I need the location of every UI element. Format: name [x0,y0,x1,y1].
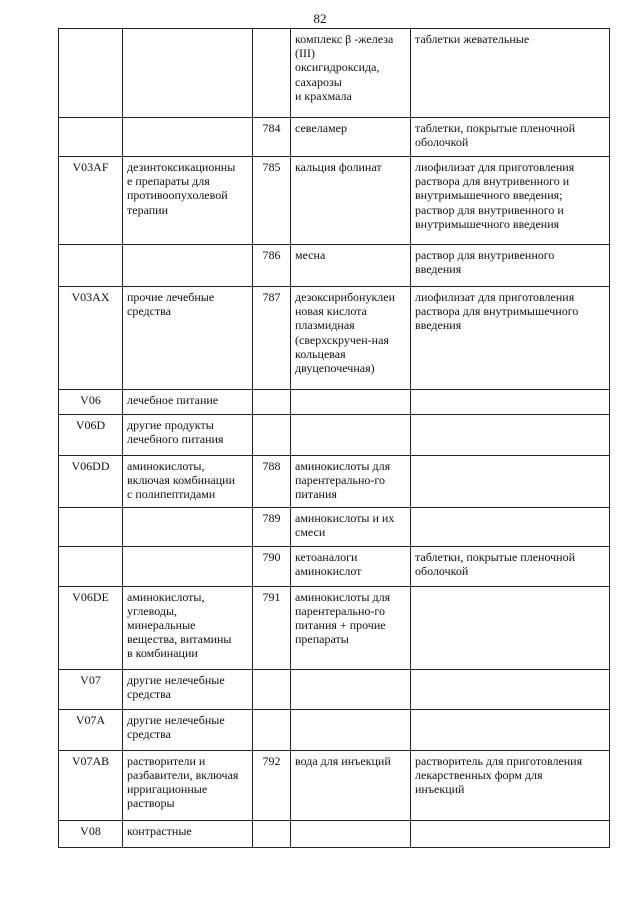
table-row [59,669,610,709]
atc-code-cell: V06DE [59,586,123,669]
dosage-form-cell [411,507,610,546]
atc-code-cell [59,118,123,157]
dosage-form-cell: лиофилизат для приготовления раствора для внутримышечного введения [411,287,610,390]
dosage-form-cell: таблетки, покрытые пленочной оболочкой [411,546,610,586]
drug-name-cell [291,669,411,709]
atc-code-cell: V06D [59,415,123,456]
dosage-form-cell [411,709,610,750]
dosage-form-cell: таблетки, покрытые пленочной оболочкой [411,118,610,157]
item-number-cell: 785 [253,157,291,245]
drug-name-cell: аминокислоты для парентерально-го питания [291,456,411,508]
dosage-form-cell: лиофилизат для приготовления раствора для внутривенного и внутримышечного введения; раствор для внутривенного и внутримышечного введения [411,157,610,245]
item-number-cell: 789 [253,507,291,546]
drug-name-cell: дезоксирибонуклеи новая кислота плазмидная (сверхскручен-ная кольцевая двуцепочечная) [291,287,411,390]
atc-code-cell: V06DD [59,456,123,508]
table-row [59,709,610,750]
drug-name-cell [291,709,411,750]
item-number-cell [253,820,291,847]
group-name-cell: лечебное питание [123,390,253,415]
drug-name-cell: месна [291,245,411,287]
group-name-cell: прочие лечебные средства [123,287,253,390]
dosage-form-cell: таблетки жевательные [411,29,610,118]
atc-code-cell [59,245,123,287]
group-name-cell: другие продукты лечебного питания [123,415,253,456]
table-row [59,29,610,118]
table-row [59,507,610,546]
drug-name-cell [291,390,411,415]
atc-code-cell: V06 [59,390,123,415]
item-number-cell: 790 [253,546,291,586]
atc-code-cell [59,29,123,118]
table-row [59,456,610,508]
dosage-form-cell [411,390,610,415]
item-number-cell: 792 [253,750,291,820]
table-row [59,157,610,245]
group-name-cell: дезинтоксикационны е препараты для противоопухолевой терапии [123,157,253,245]
table-row [59,287,610,390]
drug-name-cell: кетоаналоги аминокислот [291,546,411,586]
atc-code-cell: V03AX [59,287,123,390]
drug-name-cell [291,820,411,847]
atc-code-cell: V08 [59,820,123,847]
group-name-cell [123,245,253,287]
atc-code-cell: V03AF [59,157,123,245]
table-row [59,118,610,157]
group-name-cell: аминокислоты, углеводы, минеральные вещества, витамины в комбинации [123,586,253,669]
item-number-cell [253,669,291,709]
atc-code-cell [59,507,123,546]
table-row [59,245,610,287]
item-number-cell [253,415,291,456]
atc-code-cell [59,546,123,586]
drug-name-cell [291,415,411,456]
drug-name-cell: комплекс β -железа (III) оксигидроксида, сахарозы и крахмала [291,29,411,118]
item-number-cell [253,29,291,118]
atc-code-cell: V07A [59,709,123,750]
drug-name-cell: аминокислоты для парентерально-го питания + прочие препараты [291,586,411,669]
item-number-cell: 791 [253,586,291,669]
page-number: 82 [313,11,327,26]
drug-table [58,28,610,848]
dosage-form-cell [411,415,610,456]
dosage-form-cell [411,669,610,709]
dosage-form-cell [411,586,610,669]
table-row [59,586,610,669]
group-name-cell: другие нелечебные средства [123,669,253,709]
item-number-cell: 788 [253,456,291,508]
dosage-form-cell [411,456,610,508]
group-name-cell [123,546,253,586]
drug-name-cell: вода для инъекций [291,750,411,820]
group-name-cell: другие нелечебные средства [123,709,253,750]
table-row [59,820,610,847]
atc-code-cell: V07 [59,669,123,709]
group-name-cell: контрастные [123,820,253,847]
table-row [59,750,610,820]
group-name-cell [123,118,253,157]
item-number-cell: 786 [253,245,291,287]
item-number-cell: 784 [253,118,291,157]
item-number-cell [253,709,291,750]
group-name-cell [123,29,253,118]
item-number-cell: 787 [253,287,291,390]
group-name-cell: растворители и разбавители, включая ирригационные растворы [123,750,253,820]
dosage-form-cell [411,820,610,847]
group-name-cell: аминокислоты, включая комбинации с полипептидами [123,456,253,508]
table-row [59,390,610,415]
drug-name-cell: кальция фолинат [291,157,411,245]
item-number-cell [253,390,291,415]
dosage-form-cell: растворитель для приготовления лекарственных форм для инъекций [411,750,610,820]
table-row [59,415,610,456]
drug-name-cell: севеламер [291,118,411,157]
table-row [59,546,610,586]
dosage-form-cell: раствор для внутривенного введения [411,245,610,287]
group-name-cell [123,507,253,546]
drug-name-cell: аминокислоты и их смеси [291,507,411,546]
table-body [59,29,610,848]
atc-code-cell: V07AB [59,750,123,820]
